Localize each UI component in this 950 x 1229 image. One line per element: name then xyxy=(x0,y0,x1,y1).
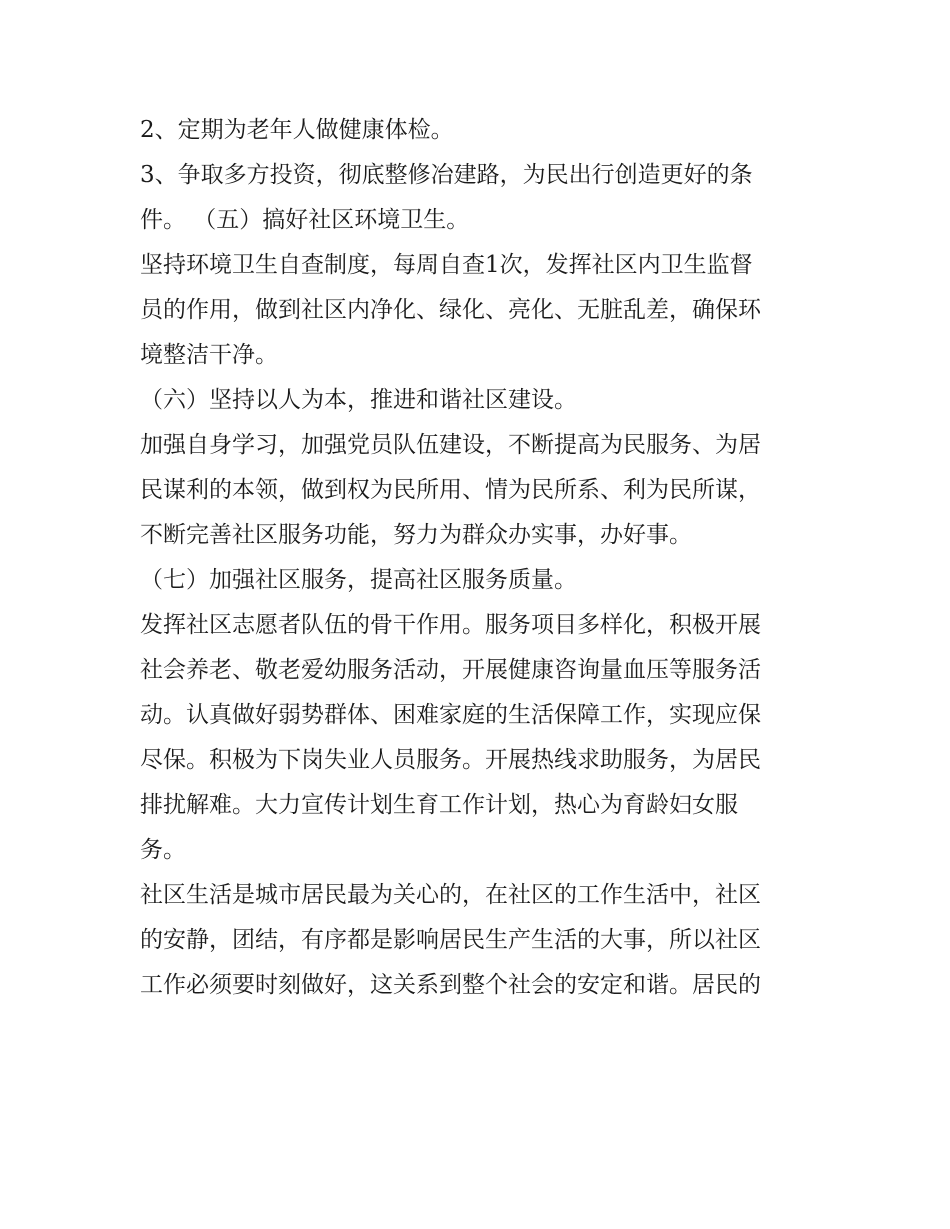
text-line: 坚持环境卫生自查制度，每周自查1次，发挥社区内卫生监督 xyxy=(140,252,753,278)
text-line: 件。 （五）搞好社区环境卫生。 xyxy=(140,207,470,233)
text-line: 务。 xyxy=(140,837,186,863)
text-line: 不断完善社区服务功能，努力为群众办实事，办好事。 xyxy=(140,522,692,548)
text-line: 社会养老、敬老爱幼服务活动，开展健康咨询量血压等服务活 xyxy=(140,657,761,683)
text-line: 发挥社区志愿者队伍的骨干作用。服务项目多样化，积极开展 xyxy=(140,612,761,638)
text-line: 员的作用，做到社区内净化、绿化、亮化、无脏乱差，确保环 xyxy=(140,297,761,323)
text-line: 民谋利的本领，做到权为民所用、情为民所系、利为民所谋， xyxy=(140,477,761,503)
section-heading: （六）坚持以人为本，推进和谐社区建设。 xyxy=(140,387,577,413)
text-line: 加强自身学习，加强党员队伍建设，不断提高为民服务、为居 xyxy=(140,432,761,458)
text-line: 排扰解难。大力宣传计划生育工作计划，热心为育龄妇女服 xyxy=(140,792,738,818)
section-heading: （七）加强社区服务，提高社区服务质量。 xyxy=(140,567,577,593)
text-line: 境整洁干净。 xyxy=(140,342,278,368)
text-line: 动。认真做好弱势群体、困难家庭的生活保障工作，实现应保 xyxy=(140,702,761,728)
document-body xyxy=(140,108,820,1008)
text-line: 工作必须要时刻做好，这关系到整个社会的安定和谐。居民的 xyxy=(140,972,761,998)
text-line: 3、争取多方投资，彻底整修冶建路，为民出行创造更好的条 xyxy=(140,162,753,188)
text-line: 尽保。积极为下岗失业人员服务。开展热线求助服务，为居民 xyxy=(140,747,761,773)
text-line: 的安静，团结，有序都是影响居民生产生活的大事，所以社区 xyxy=(140,927,761,953)
text-line: 社区生活是城市居民最为关心的，在社区的工作生活中，社区 xyxy=(140,882,761,908)
text-line: 2、定期为老年人做健康体检。 xyxy=(140,117,454,143)
